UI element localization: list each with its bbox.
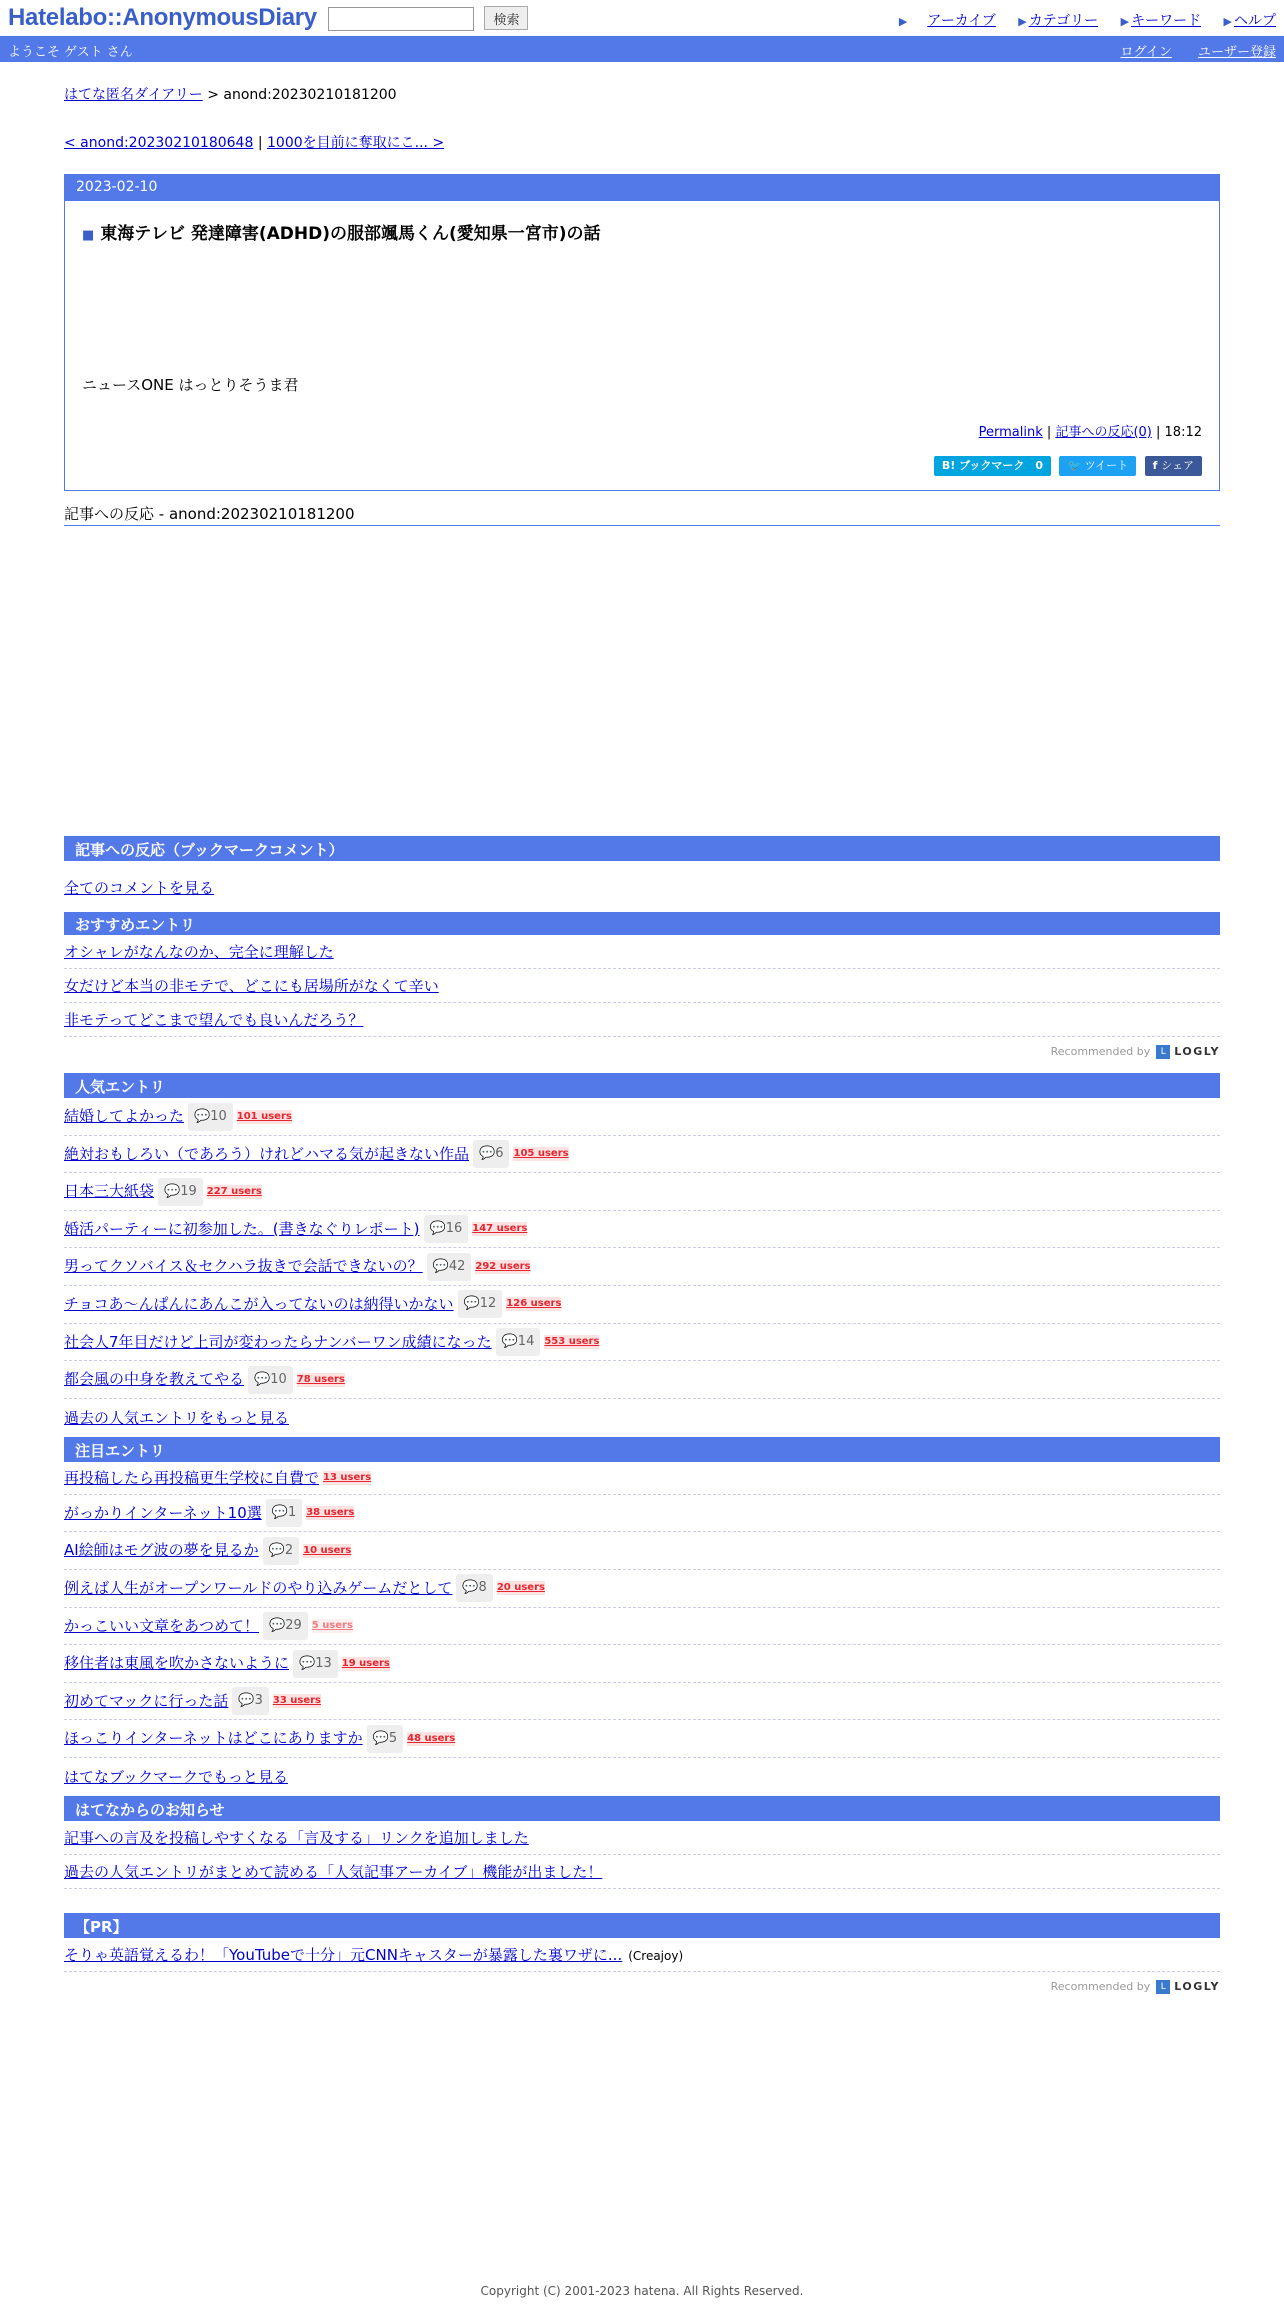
arrow-icon: ▶ xyxy=(1018,15,1027,28)
users-badge[interactable]: 126 users xyxy=(506,1298,562,1310)
tweet-label: ツイート xyxy=(1084,459,1129,472)
comment-count[interactable] xyxy=(424,1215,469,1243)
comment-icon: 💬 xyxy=(269,1618,286,1634)
account-links xyxy=(1098,41,1276,60)
register-link[interactable]: ユーザー登録 xyxy=(1197,45,1276,60)
nav-category-link[interactable]: カテゴリー xyxy=(1028,13,1099,29)
recommended-link[interactable]: 非モテってどこまで望んでも良いんだろう？ xyxy=(64,1011,364,1029)
comment-number: 10 xyxy=(270,1371,287,1387)
comment-icon: 💬 xyxy=(271,1505,288,1521)
arrow-icon: ▶ xyxy=(898,15,908,28)
users-badge[interactable]: 5 users xyxy=(311,1620,353,1632)
comment-count[interactable] xyxy=(496,1328,541,1356)
comment-number: 1 xyxy=(287,1505,297,1521)
list-item xyxy=(64,1003,1220,1037)
nav-help-link[interactable]: ヘルプ xyxy=(1234,13,1276,29)
welcome-bar xyxy=(0,36,1284,62)
logly-brand[interactable]: LOGLY xyxy=(1174,1979,1220,1993)
entry-link[interactable]: かっこいい文章をあつめて！ xyxy=(64,1616,260,1635)
facebook-share-button[interactable] xyxy=(1145,456,1202,476)
pr-link[interactable]: そりゃ英語覚えるわ！「YouTubeで十分」元CNNキャスターが暴露した裏ワザに... xyxy=(64,1945,623,1964)
logly-credit xyxy=(64,1045,1220,1069)
entry-link[interactable]: 社会人7年目だけど上司が変わったらナンバーワン成績になった xyxy=(64,1332,492,1351)
recommended-heading: おすすめエントリ xyxy=(64,912,1220,935)
entry-title xyxy=(82,219,1202,244)
comment-icon: 💬 xyxy=(194,1108,211,1124)
comment-number: 19 xyxy=(180,1183,197,1199)
footer-sep: | xyxy=(1046,425,1052,440)
next-entry-link[interactable]: 1000を目前に奪取にこ... > xyxy=(267,135,445,151)
day-date: 2023-02-10 xyxy=(65,175,1219,201)
users-badge[interactable]: 20 users xyxy=(496,1582,545,1594)
popular-more-link[interactable]: 過去の人気エントリをもっと見る xyxy=(64,1408,290,1427)
list-item xyxy=(64,1098,1220,1136)
users-badge[interactable]: 48 users xyxy=(407,1732,456,1744)
entry-body xyxy=(65,201,1219,490)
twitter-icon: 🐦 xyxy=(1067,459,1085,472)
recommended-link[interactable]: 女だけど本当の非モテで、どこにも居場所がなくて辛い xyxy=(64,977,439,995)
entry-text: ニュースONE はっとりそうま君 xyxy=(82,376,299,394)
entry-link[interactable]: 日本三大紙袋 xyxy=(64,1182,155,1201)
entry-link[interactable]: 初めてマックに行った話 xyxy=(64,1691,229,1710)
comment-count[interactable] xyxy=(263,1537,299,1565)
comment-count[interactable] xyxy=(367,1725,403,1753)
breadcrumb-sep: > xyxy=(207,87,219,103)
users-badge[interactable]: 105 users xyxy=(513,1148,569,1160)
logly-prefix: Recommended by xyxy=(1050,1979,1151,1993)
tweet-button[interactable] xyxy=(1059,456,1136,476)
list-item xyxy=(64,1211,1220,1249)
list-item xyxy=(64,1462,1220,1495)
pager-sep: | xyxy=(257,135,263,151)
permalink-link[interactable]: Permalink xyxy=(978,425,1043,440)
search-input[interactable] xyxy=(328,7,474,31)
login-link[interactable]: ログイン xyxy=(1120,45,1172,60)
entry-footer xyxy=(82,421,1202,440)
comment-count[interactable] xyxy=(458,1290,503,1318)
site-logo[interactable]: Hatelabo::AnonymousDiary xyxy=(8,4,317,31)
comment-count[interactable] xyxy=(263,1612,308,1640)
nav-archive-link[interactable]: アーカイブ xyxy=(927,13,996,29)
focus-entry-link[interactable]: 再投稿したら再投稿更生学校に自費で xyxy=(64,1468,320,1487)
news-link[interactable]: 記事への言及を投稿しやすくなる「言及する」リンクを追加しました xyxy=(64,1828,529,1847)
list-item xyxy=(64,1173,1220,1211)
comment-count[interactable] xyxy=(427,1253,472,1281)
comment-number: 16 xyxy=(445,1221,463,1237)
news-link[interactable]: 過去の人気エントリがまとめて読める「人気記事アーカイブ」機能が出ました！ xyxy=(64,1862,603,1881)
entry-title-mark[interactable]: ■ xyxy=(82,228,95,243)
entry-link[interactable]: 男ってクソバイス＆セクハラ抜きで会話できないの？ xyxy=(64,1257,423,1276)
nav-archive xyxy=(899,13,996,29)
list-item xyxy=(64,1361,1220,1399)
comment-count[interactable] xyxy=(266,1499,302,1527)
users-badge[interactable]: 19 users xyxy=(341,1657,390,1669)
entry-link[interactable]: 移住者は東風を吹かさないように xyxy=(64,1654,290,1673)
nav-keyword-link[interactable]: キーワード xyxy=(1131,13,1202,29)
search-button[interactable]: 検索 xyxy=(484,6,528,30)
comment-icon: 💬 xyxy=(429,1221,446,1237)
news-heading: はてなからのお知らせ xyxy=(64,1796,1220,1821)
breadcrumb-home[interactable]: はてな匿名ダイアリー xyxy=(64,87,203,103)
entry-link[interactable]: 婚活パーティーに初参加した。(書きなぐりレポート) xyxy=(64,1219,420,1238)
entry-link[interactable]: 例えば人生がオープンワールドのやり込みゲームだとして xyxy=(64,1578,453,1597)
arrow-icon: ▶ xyxy=(1223,15,1232,28)
list-item xyxy=(64,1324,1220,1362)
list-item xyxy=(64,1532,1220,1570)
comment-count[interactable] xyxy=(248,1366,293,1394)
list-item xyxy=(64,1608,1220,1646)
comment-number: 2 xyxy=(284,1542,294,1558)
breadcrumb xyxy=(64,84,1220,104)
entry-link[interactable]: ほっこりインターネットはどこにありますか xyxy=(64,1729,363,1748)
list-item xyxy=(64,935,1220,969)
popular-more xyxy=(64,1399,1220,1437)
entry-time: 18:12 xyxy=(1164,425,1202,440)
list-item xyxy=(64,1720,1220,1758)
reactions-link[interactable]: 記事への反応(0) xyxy=(1055,425,1152,440)
users-badge[interactable]: 33 users xyxy=(272,1695,322,1707)
comment-count[interactable] xyxy=(188,1103,233,1131)
recommended-list xyxy=(64,935,1220,1037)
all-comments xyxy=(64,877,1220,898)
popular-heading: 人気エントリ xyxy=(64,1073,1220,1098)
welcome-text: ようこそ ゲスト さん xyxy=(8,45,133,60)
comment-icon: 💬 xyxy=(501,1334,518,1350)
comment-icon: 💬 xyxy=(463,1296,480,1312)
popular-list xyxy=(64,1098,1220,1399)
users-badge[interactable]: 13 users xyxy=(323,1472,372,1484)
entry-link[interactable]: 絶対おもしろい（であろう）けれどハマる気が起きない作品 xyxy=(64,1144,470,1163)
nav-help xyxy=(1206,13,1276,29)
list-item xyxy=(64,1821,1220,1855)
top-header xyxy=(0,0,1284,36)
pr-source: (Creajoy) xyxy=(628,1948,684,1963)
diary-day xyxy=(64,174,1220,491)
pr-heading: 【PR】 xyxy=(64,1913,1220,1938)
users-badge[interactable]: 78 users xyxy=(296,1373,345,1385)
copyright: Copyright (C) 2001-2023 hatena. All Rights Reserved. xyxy=(480,2284,804,2298)
comment-number: 6 xyxy=(495,1146,504,1162)
nav-category xyxy=(1000,13,1098,29)
comment-number: 10 xyxy=(210,1108,227,1124)
arrow-icon: ▶ xyxy=(1120,15,1130,28)
logly-prefix: Recommended by xyxy=(1050,1045,1151,1058)
comment-icon: 💬 xyxy=(299,1655,316,1671)
list-item xyxy=(64,1286,1220,1324)
comment-number: 3 xyxy=(254,1693,263,1709)
logly-icon: L xyxy=(1156,1980,1170,1994)
users-badge[interactable]: 292 users xyxy=(475,1260,531,1272)
comment-count[interactable] xyxy=(456,1574,492,1602)
entry-link[interactable]: 都会風の中身を教えてやる xyxy=(64,1370,245,1389)
comment-icon: 💬 xyxy=(462,1580,479,1596)
comment-icon: 💬 xyxy=(238,1693,255,1709)
comment-number: 8 xyxy=(478,1580,487,1596)
entry-link[interactable]: 結婚してよかった xyxy=(64,1107,185,1125)
comment-number: 13 xyxy=(315,1655,332,1671)
comment-count[interactable] xyxy=(293,1650,338,1678)
share-buttons xyxy=(82,456,1202,476)
comment-number: 12 xyxy=(479,1296,497,1312)
focus-more xyxy=(64,1758,1220,1796)
bookmark-comment-heading: 記事への反応（ブックマークコメント） xyxy=(64,836,1220,861)
facebook-label: シェア xyxy=(1161,459,1194,472)
list-item xyxy=(64,1645,1220,1683)
logly-icon: L xyxy=(1156,1045,1170,1059)
entry-link[interactable]: チョコあ〜んぱんにあんこが入ってないのは納得いかない xyxy=(64,1294,454,1313)
all-comments-link[interactable]: 全てのコメントを見る xyxy=(64,879,215,897)
users-badge[interactable]: 553 users xyxy=(544,1336,600,1348)
entry-link[interactable]: AI絵師はモグ波の夢を見るか xyxy=(64,1541,259,1560)
footer-sep: | xyxy=(1156,425,1161,440)
comment-number: 5 xyxy=(388,1730,398,1746)
users-badge[interactable]: 38 users xyxy=(306,1507,355,1519)
comment-count[interactable] xyxy=(473,1140,509,1168)
entry-link[interactable]: がっかりインターネット10選 xyxy=(64,1503,262,1522)
users-badge[interactable]: 101 users xyxy=(236,1110,292,1122)
list-item xyxy=(64,1495,1220,1533)
logly-brand[interactable]: LOGLY xyxy=(1174,1045,1220,1058)
comment-icon: 💬 xyxy=(268,1542,285,1558)
hatena-bookmark-button[interactable]: B! ブックマーク 0 xyxy=(934,456,1051,476)
users-badge[interactable]: 10 users xyxy=(303,1544,352,1556)
breadcrumb-current: anond:20230210181200 xyxy=(223,87,397,103)
entry-pager xyxy=(64,132,1220,152)
list-item xyxy=(64,1855,1220,1889)
list-item xyxy=(64,969,1220,1003)
top-nav xyxy=(899,10,1276,30)
comment-count[interactable] xyxy=(232,1687,268,1715)
list-item xyxy=(64,1248,1220,1286)
focus-more-link[interactable]: はてなブックマークでもっと見る xyxy=(64,1767,288,1786)
entry-title-text: 東海テレビ 発達障害(ADHD)の服部颯馬くん(愛知県一宮市)の話 xyxy=(100,224,601,244)
focus-heading: 注目エントリ xyxy=(64,1437,1220,1462)
facebook-icon: f xyxy=(1152,459,1162,472)
search-form xyxy=(328,6,528,31)
prev-entry-link[interactable]: < anond:20230210180648 xyxy=(64,135,254,151)
recommended-link[interactable]: オシャレがなんなのか、完全に理解した xyxy=(64,943,334,961)
comment-icon: 💬 xyxy=(372,1730,389,1746)
list-item xyxy=(64,1570,1220,1608)
main-content xyxy=(64,62,1220,2004)
focus-list xyxy=(64,1495,1220,1758)
comment-icon: 💬 xyxy=(479,1146,496,1162)
comment-icon: 💬 xyxy=(254,1371,271,1387)
users-badge[interactable]: 147 users xyxy=(472,1223,528,1235)
comment-icon: 💬 xyxy=(164,1183,181,1199)
logly-credit xyxy=(64,1980,1220,2004)
list-item xyxy=(64,1683,1220,1721)
comment-number: 14 xyxy=(517,1334,535,1350)
comment-number: 42 xyxy=(448,1258,466,1274)
list-item xyxy=(64,1136,1220,1174)
reaction-heading: 記事への反応 - anond:20230210181200 xyxy=(64,503,1220,526)
pr-item xyxy=(64,1938,1220,1972)
users-badge[interactable]: 227 users xyxy=(206,1185,262,1197)
comment-icon: 💬 xyxy=(432,1258,449,1274)
nav-keyword xyxy=(1103,13,1201,29)
comment-count[interactable] xyxy=(158,1178,203,1206)
comment-number: 29 xyxy=(285,1618,302,1634)
